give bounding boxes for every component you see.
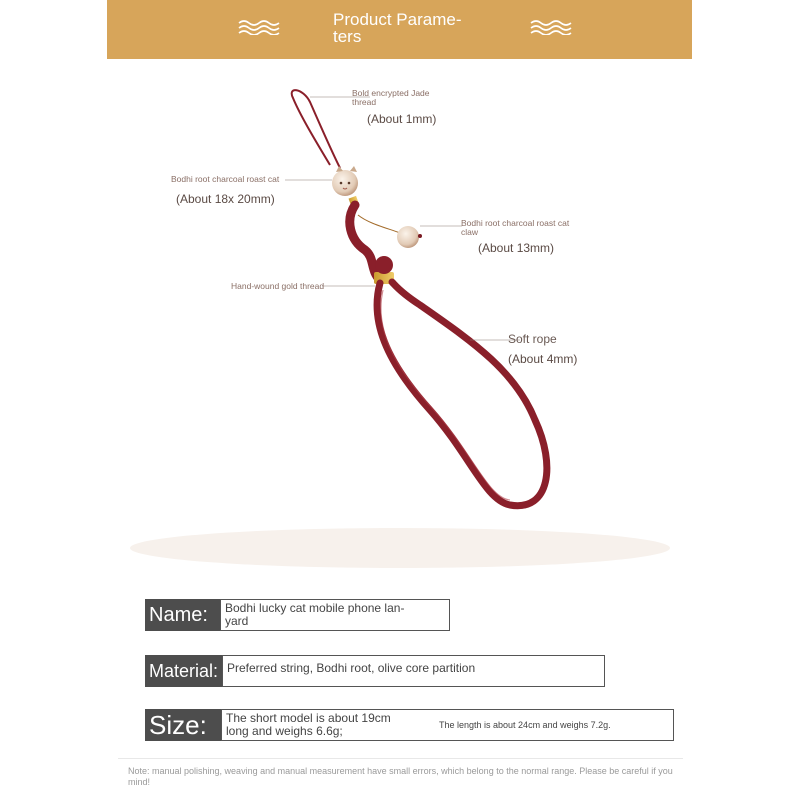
callout-claw-bead-name: Bodhi root charcoal roast cat claw [461, 218, 570, 237]
param-value-name: Bodhi lucky cat mobile phone lan- yard [220, 599, 450, 631]
callout-soft-rope-name: Soft rope [508, 332, 557, 346]
cat-bead [332, 166, 358, 196]
param-label-name: Name: [145, 599, 220, 631]
param-row-material [145, 655, 605, 687]
callout-cat-bead-size: (About 18x 20mm) [176, 192, 275, 206]
callout-gold-thread-name: Hand-wound gold thread [231, 281, 325, 291]
footnote: Note: manual polishing, weaving and manual measurement have small errors, which belong to the normal range. Please be careful if you mind! [128, 766, 673, 787]
page-title: Product Parame- ters [333, 10, 462, 46]
param-value-size-short: The short model is about 19cm long and weighs 6.6g; [226, 711, 391, 738]
divider [118, 758, 683, 759]
wave-icon [237, 19, 283, 35]
knot-section [350, 205, 380, 280]
callout-cat-bead-name: Bodhi root charcoal roast cat [171, 174, 280, 184]
wave-icon [529, 19, 575, 35]
param-label-material: Material: [145, 655, 222, 687]
callout-jade-thread-size: (About 1mm) [367, 112, 437, 126]
param-row-size [145, 709, 674, 741]
param-value-size [221, 709, 674, 741]
reflection-shadow [130, 528, 670, 568]
claw-bead [397, 226, 422, 248]
param-value-size-long: The length is about 24cm and weighs 7.2g. [439, 720, 611, 730]
callout-claw-bead-size: (About 13mm) [478, 241, 555, 255]
param-row-name [145, 599, 450, 631]
jade-thread-loop [292, 90, 340, 168]
callout-soft-rope-size: (About 4mm) [508, 352, 578, 366]
product-photo [107, 62, 692, 582]
soft-rope-loop [377, 282, 547, 506]
param-value-material: Preferred string, Bodhi root, olive core partition [222, 655, 605, 687]
param-label-size: Size: [145, 709, 221, 741]
header-banner [107, 0, 692, 59]
knot-ball [375, 256, 393, 274]
callout-jade-thread-name: Bold encrypted Jade thread [352, 88, 430, 107]
